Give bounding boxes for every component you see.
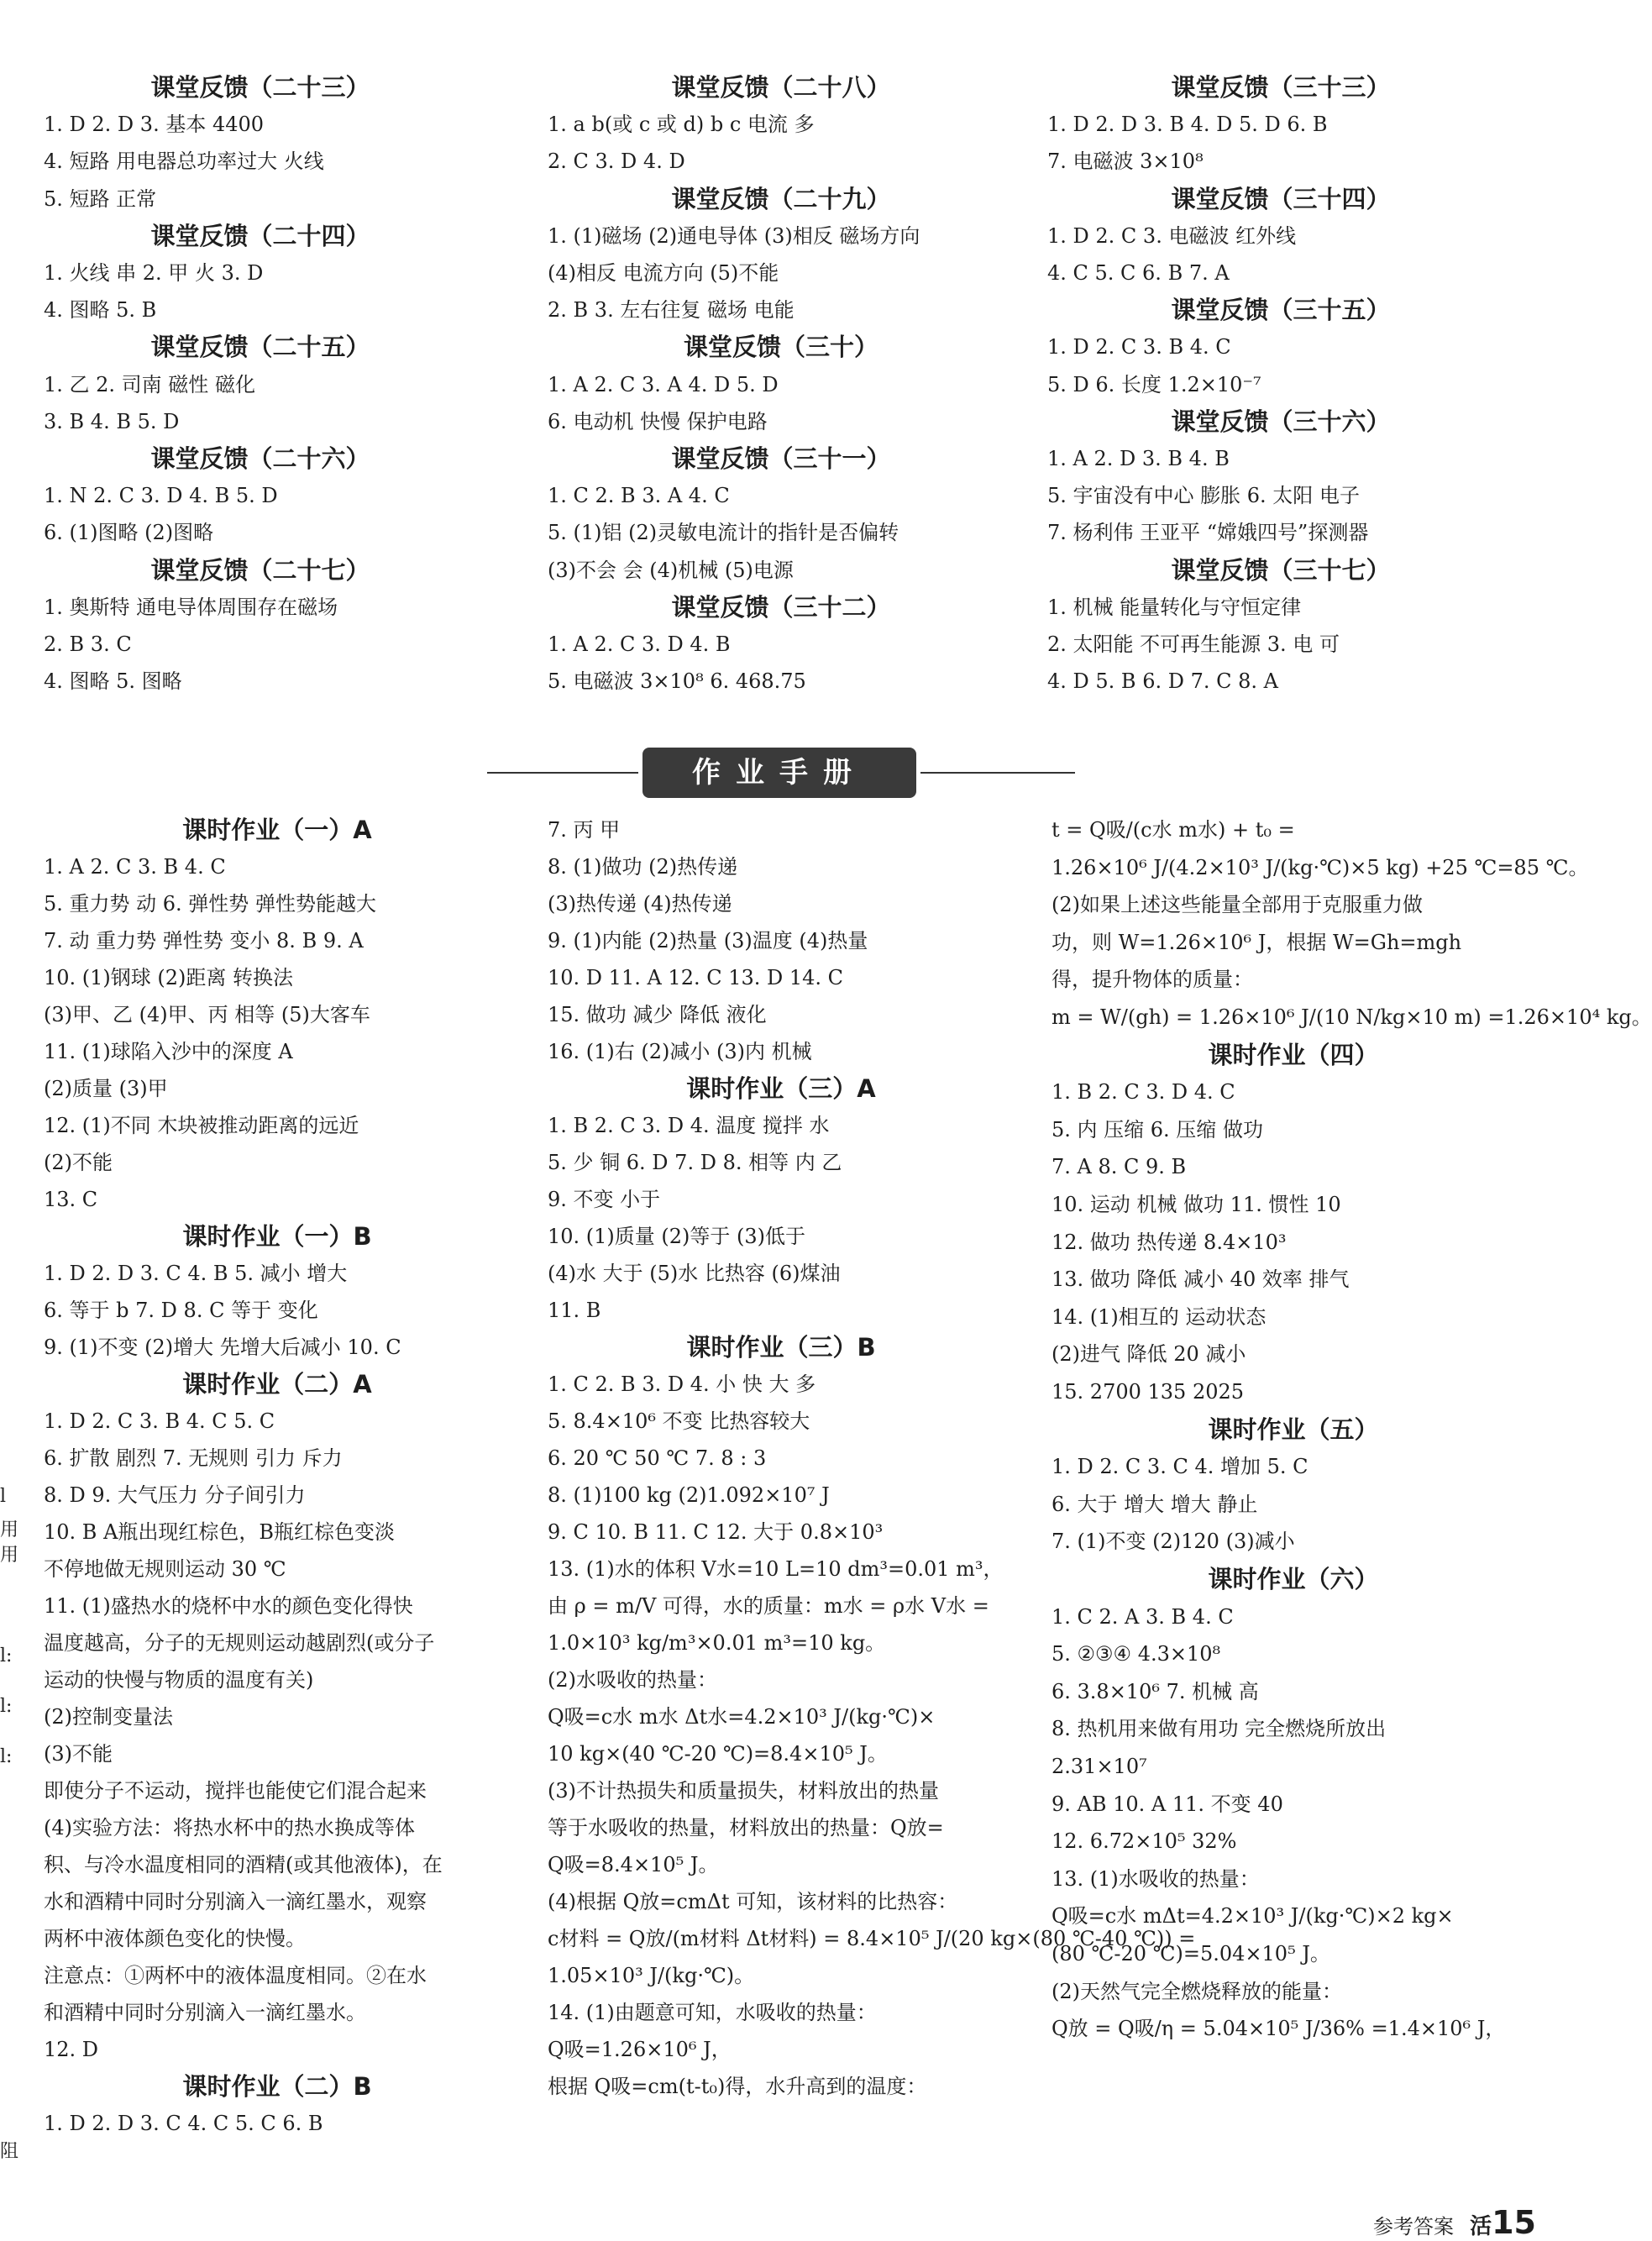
- answer-line: (2)进气 降低 20 减小: [1052, 1342, 1246, 1367]
- answer-line: 14. (1)相互的 运动状态: [1052, 1304, 1267, 1329]
- answer-line: 5. 短路 正常: [44, 186, 157, 211]
- answer-line: Q吸=c水 m水 Δt水=4.2×10³ J/(kg·℃)×: [548, 1705, 936, 1729]
- answer-line: 1. D 2. C 3. B 4. C 5. C: [44, 1409, 275, 1433]
- answer-line: 10. (1)质量 (2)等于 (3)低于: [548, 1225, 806, 1248]
- answer-line: 6. 等于 b 7. D 8. C 等于 变化: [44, 1299, 318, 1322]
- answer-line: (3)不会 会 (4)机械 (5)电源: [548, 558, 794, 582]
- answer-line: 2. B 3. 左右往复 磁场 电能: [548, 298, 795, 323]
- answer-line: 13. (1)水吸收的热量：: [1052, 1866, 1260, 1891]
- banner-title: 作业手册: [642, 748, 916, 798]
- section-heading: 课时作业（二）A: [182, 1370, 372, 1399]
- section-heading: 课时作业（五）: [1208, 1414, 1379, 1444]
- section-heading: 课堂反馈（三十四）: [1171, 184, 1391, 213]
- answer-line: 5. 电磁波 3×10⁸ 6. 468.75: [548, 669, 806, 694]
- answer-line: 1. A 2. C 3. A 4. D 5. D: [548, 372, 779, 396]
- margin-fragment: l: [0, 1486, 7, 1507]
- answer-line: 5. ②③④ 4.3×10⁸: [1052, 1642, 1221, 1666]
- answer-line: 13. C: [44, 1188, 98, 1211]
- answer-line: (4)根据 Q放=cmΔt 可知，该材料的比热容：: [548, 1890, 958, 1913]
- answer-line: 6. 3.8×10⁶ 7. 机械 高: [1052, 1679, 1259, 1703]
- answer-line: 14. (1)由题意可知，水吸收的热量：: [548, 2001, 877, 2024]
- answer-line: (2)如果上述这些能量全部用于克服重力做: [1052, 893, 1423, 917]
- answer-line: 得，提升物体的质量：: [1052, 968, 1253, 992]
- answer-line: 6. 扩散 剧烈 7. 无规则 引力 斥力: [44, 1446, 343, 1470]
- answer-line: 根据 Q吸=cm(t-t₀)得，水升高到的温度：: [548, 2075, 927, 2098]
- answer-line: 4. 图略 5. B: [44, 298, 157, 323]
- answer-line: 由 ρ = m/V 可得，水的质量：m水 = ρ水 V水 =: [548, 1594, 989, 1618]
- answer-line: Q吸=c水 mΔt=4.2×10³ J/(kg·℃)×2 kg×: [1052, 1904, 1454, 1929]
- answer-line: 7. 杨利伟 王亚平 “嫦娥四号”探测器: [1047, 521, 1369, 545]
- answer-line: 1. C 2. B 3. D 4. 小 快 大 多: [548, 1372, 816, 1396]
- answer-line: 5. 宇宙没有中心 膨胀 6. 太阳 电子: [1047, 484, 1360, 508]
- answer-line: 5. 8.4×10⁶ 不变 比热容较大: [548, 1409, 810, 1433]
- answer-line: 1.26×10⁶ J/(4.2×10³ J/(kg·℃)×5 kg) +25 ℃=85 ℃。: [1052, 855, 1589, 879]
- answer-line: 功，则 W=1.26×10⁶ J，根据 W=Gh=mgh: [1052, 930, 1462, 954]
- answer-line: (3)甲、乙 (4)甲、丙 相等 (5)大客车: [44, 1003, 370, 1026]
- answer-line: 8. 热机用来做有用功 完全燃烧所放出: [1052, 1717, 1387, 1741]
- answer-line: 2. 太阳能 不可再生能源 3. 电 可: [1047, 632, 1340, 656]
- answer-line: (3)不能: [44, 1742, 113, 1766]
- margin-fragment: 用: [0, 1545, 19, 1566]
- section-heading: 课时作业（三）B: [686, 1333, 876, 1362]
- section-heading: 课堂反馈（三十五）: [1171, 296, 1391, 325]
- answer-line: 5. 内 压缩 6. 压缩 做功: [1052, 1117, 1263, 1141]
- answer-line: 两杯中液体颜色变化的快慢。: [44, 1927, 306, 1950]
- section-heading: 课时作业（一）B: [182, 1222, 372, 1251]
- answer-line: (80 ℃-20 ℃)=5.04×10⁵ J。: [1052, 1942, 1330, 1965]
- section-heading: 课堂反馈（二十三）: [150, 73, 370, 102]
- section-heading: 课时作业（三）A: [686, 1074, 876, 1103]
- answer-line: 5. 少 铜 6. D 7. D 8. 相等 内 乙: [548, 1151, 842, 1174]
- answer-line: 16. (1)右 (2)减小 (3)内 机械: [548, 1040, 812, 1063]
- answer-line: 温度越高，分子的无规则运动越剧烈(或分子: [44, 1631, 435, 1655]
- answer-line: 不停地做无规则运动 30 ℃: [44, 1557, 286, 1581]
- section-heading: 课堂反馈（二十四）: [150, 221, 370, 250]
- answer-line: 7. A 8. C 9. B: [1052, 1155, 1187, 1179]
- section-heading: 课堂反馈（三十二）: [671, 592, 891, 622]
- answer-line: 5. D 6. 长度 1.2×10⁻⁷: [1047, 372, 1261, 396]
- answer-line: 12. (1)不同 木块被推动距离的远近: [44, 1114, 359, 1137]
- answer-line: 1. 火线 串 2. 甲 火 3. D: [44, 261, 264, 285]
- answer-line: 5. 重力势 动 6. 弹性势 弹性势能越大: [44, 892, 376, 916]
- section-heading: 课堂反馈（二十九）: [671, 184, 891, 213]
- answer-line: (2)水吸收的热量：: [548, 1668, 717, 1692]
- section-heading: 课堂反馈（三十三）: [1171, 73, 1391, 102]
- answer-line: 13. 做功 降低 减小 40 效率 排气: [1052, 1267, 1350, 1292]
- answer-line: 9. (1)内能 (2)热量 (3)温度 (4)热量: [548, 929, 868, 953]
- answer-line: 12. 做功 热传递 8.4×10³: [1052, 1230, 1287, 1254]
- banner-rule-right: [920, 772, 1075, 774]
- answer-line: 等于水吸收的热量，材料放出的热量：Q放=: [548, 1816, 944, 1840]
- answer-line: 即使分子不运动，搅拌也能使它们混合起来: [44, 1779, 427, 1803]
- margin-fragment: l:: [0, 1696, 13, 1717]
- answer-line: 水和酒精中同时分别滴入一滴红墨水，观察: [44, 1890, 427, 1913]
- footer-label: 参考答案: [1373, 2215, 1454, 2238]
- margin-fragment: l:: [0, 1746, 13, 1767]
- answer-line: 1. a b(或 c 或 d) b c 电流 多: [548, 113, 815, 137]
- answer-line: 6. 20 ℃ 50 ℃ 7. 8 : 3: [548, 1446, 767, 1470]
- answer-line: 9. AB 10. A 11. 不变 40: [1052, 1792, 1283, 1816]
- section-heading: 课堂反馈（二十八）: [671, 73, 891, 102]
- answer-line: (3)热传递 (4)热传递: [548, 892, 732, 916]
- section-heading: 课时作业（一）A: [182, 816, 372, 844]
- answer-line: (4)实验方法：将热水杯中的热水换成等体: [44, 1816, 415, 1840]
- answer-line: 10 kg×(40 ℃-20 ℃)=8.4×10⁵ J。: [548, 1742, 888, 1766]
- banner-rule-left: [487, 772, 638, 774]
- answer-line: 2. C 3. D 4. D: [548, 150, 685, 174]
- answer-line: 1. A 2. C 3. D 4. B: [548, 632, 731, 656]
- section-banner: [487, 748, 1075, 798]
- answer-line: 10. (1)钢球 (2)距离 转换法: [44, 966, 294, 989]
- section-heading: 课堂反馈（二十五）: [150, 333, 370, 362]
- answer-line: Q吸=8.4×10⁵ J。: [548, 1853, 719, 1876]
- answer-line: 5. (1)铝 (2)灵敏电流计的指针是否偏转: [548, 521, 899, 545]
- answer-line: 1. C 2. B 3. A 4. C: [548, 484, 730, 508]
- answer-line: 7. 动 重力势 弹性势 变小 8. B 9. A: [44, 929, 364, 953]
- answer-line: 1. D 2. C 3. B 4. C: [1047, 335, 1231, 360]
- answer-line: 11. (1)盛热水的烧杯中水的颜色变化得快: [44, 1594, 413, 1618]
- answer-line: 12. D: [44, 2038, 99, 2061]
- answer-line: 12. 6.72×10⁵ 32%: [1052, 1829, 1237, 1854]
- page-number: 15: [1492, 2204, 1536, 2241]
- answer-line: 1. (1)磁场 (2)通电导体 (3)相反 磁场方向: [548, 223, 920, 248]
- section-heading: 课时作业（二）B: [182, 2072, 372, 2101]
- answer-line: (3)不计热损失和质量损失，材料放出的热量: [548, 1779, 939, 1803]
- answer-line: 运动的快慢与物质的温度有关): [44, 1668, 314, 1692]
- answer-line: 1. B 2. C 3. D 4. 温度 搅拌 水: [548, 1114, 830, 1137]
- answer-line: 1. D 2. D 3. 基本 4400: [44, 113, 265, 137]
- answer-line: 1. 奥斯特 通电导体周围存在磁场: [44, 595, 338, 619]
- margin-fragment: 用: [0, 1519, 19, 1540]
- answer-line: 9. (1)不变 (2)增大 先增大后减小 10. C: [44, 1336, 401, 1359]
- answer-line: 1. D 2. C 3. C 4. 增加 5. C: [1052, 1455, 1308, 1479]
- answer-line: 和酒精中同时分别滴入一滴红墨水。: [44, 2001, 366, 2024]
- answer-line: (4)相反 电流方向 (5)不能: [548, 261, 779, 285]
- answer-line: 1. D 2. D 3. B 4. D 5. D 6. B: [1047, 113, 1328, 137]
- answer-line: Q吸=1.26×10⁶ J，: [548, 2038, 732, 2061]
- answer-line: 11. B: [548, 1299, 601, 1322]
- answer-line: 1. A 2. D 3. B 4. B: [1047, 447, 1230, 470]
- answer-line: 8. (1)100 kg (2)1.092×10⁷ J: [548, 1483, 830, 1507]
- answer-line: 3. B 4. B 5. D: [44, 409, 180, 433]
- footer-brand: 活: [1470, 2214, 1492, 2239]
- answer-line: 1. 乙 2. 司南 磁性 磁化: [44, 372, 255, 396]
- answer-line: 1. C 2. A 3. B 4. C: [1052, 1604, 1234, 1629]
- answer-line: (2)天然气完全燃烧释放的能量：: [1052, 1979, 1342, 2003]
- answer-line: 1. N 2. C 3. D 4. B 5. D: [44, 484, 278, 508]
- answer-line: 注意点：①两杯中的液体温度相同。②在水: [44, 1964, 427, 1987]
- answer-line: (2)控制变量法: [44, 1705, 173, 1729]
- answer-line: 4. D 5. B 6. D 7. C 8. A: [1047, 669, 1278, 694]
- section-heading: 课时作业（六）: [1208, 1565, 1379, 1593]
- answer-line: (2)质量 (3)甲: [44, 1077, 168, 1100]
- answer-line: 4. C 5. C 6. B 7. A: [1047, 261, 1230, 285]
- answer-line: 1.05×10³ J/(kg·℃)。: [548, 1964, 755, 1987]
- answer-line: 9. C 10. B 11. C 12. 大于 0.8×10³: [548, 1520, 884, 1544]
- section-heading: 课堂反馈（三十七）: [1171, 555, 1391, 585]
- answer-line: 2. B 3. C: [44, 632, 132, 656]
- section-heading: 课时作业（四）: [1208, 1040, 1379, 1069]
- section-heading: 课堂反馈（三十）: [683, 333, 878, 362]
- answer-line: 2.31×10⁷: [1052, 1755, 1147, 1778]
- answer-line: 10. 运动 机械 做功 11. 惯性 10: [1052, 1193, 1341, 1216]
- answer-line: 积、与冷水温度相同的酒精(或其他液体)，在: [44, 1853, 443, 1876]
- answer-line: 15. 做功 减少 降低 液化: [548, 1003, 767, 1026]
- answer-line: 10. D 11. A 12. C 13. D 14. C: [548, 966, 844, 989]
- section-heading: 课堂反馈（三十一）: [671, 444, 891, 473]
- answer-line: (4)水 大于 (5)水 比热容 (6)煤油: [548, 1262, 841, 1285]
- answer-line: 4. 图略 5. 图略: [44, 669, 182, 694]
- answer-line: 7. 电磁波 3×10⁸: [1047, 150, 1204, 174]
- answer-line: 7. (1)不变 (2)120 (3)减小: [1052, 1530, 1295, 1554]
- answer-line: 1. D 2. D 3. C 4. B 5. 减小 增大: [44, 1262, 348, 1285]
- answer-line: 1. B 2. C 3. D 4. C: [1052, 1080, 1235, 1105]
- answer-line: 8. D 9. 大气压力 分子间引力: [44, 1483, 306, 1507]
- answer-line: 15. 2700 135 2025: [1052, 1380, 1245, 1404]
- section-heading: 课堂反馈（二十六）: [150, 444, 370, 473]
- answer-line: m = W/(gh) = 1.26×10⁶ J/(10 N/kg×10 m) =1.26×10⁴ kg。: [1052, 1005, 1652, 1029]
- answer-line: 9. 不变 小于: [548, 1188, 661, 1211]
- answer-line: 8. (1)做功 (2)热传递: [548, 855, 738, 879]
- answer-line: 1. 机械 能量转化与守恒定律: [1047, 595, 1302, 619]
- answer-line: 11. (1)球陷入沙中的深度 A: [44, 1040, 293, 1063]
- answer-line: 1. A 2. C 3. B 4. C: [44, 855, 226, 879]
- answer-line: c材料 = Q放/(m材料 Δt材料) = 8.4×10⁵ J/(20 kg×(80 ℃-40 ℃)) =: [548, 1927, 1196, 1950]
- answer-line: 1. D 2. D 3. C 4. C 5. C 6. B: [44, 2112, 323, 2135]
- answer-line: 6. (1)图略 (2)图略: [44, 521, 214, 545]
- margin-fragment: l:: [0, 1645, 13, 1666]
- answer-line: 1.0×10³ kg/m³×0.01 m³=10 kg。: [548, 1631, 886, 1655]
- section-heading: 课堂反馈（二十七）: [150, 555, 370, 585]
- answer-line: 10. B A瓶出现红棕色，B瓶红棕色变淡: [44, 1520, 396, 1544]
- answer-line: (2)不能: [44, 1151, 113, 1174]
- section-heading: 课堂反馈（三十六）: [1171, 407, 1391, 436]
- answer-line: t = Q吸/(c水 m水) + t₀ =: [1052, 818, 1295, 842]
- answer-line: 6. 大于 增大 增大 静止: [1052, 1492, 1258, 1516]
- answer-line: 4. 短路 用电器总功率过大 火线: [44, 150, 324, 174]
- answer-line: 1. D 2. C 3. 电磁波 红外线: [1047, 223, 1297, 248]
- answer-line: Q放 = Q吸/η = 5.04×10⁵ J/36% =1.4×10⁶ J，: [1052, 2017, 1506, 2041]
- answer-line: 6. 电动机 快慢 保护电路: [548, 409, 768, 433]
- answer-line: 7. 丙 甲: [548, 818, 621, 842]
- page-footer: [1373, 2204, 1536, 2241]
- margin-fragment: 阻: [0, 2141, 19, 2162]
- answer-line: 13. (1)水的体积 V水=10 L=10 dm³=0.01 m³，: [548, 1557, 1004, 1581]
